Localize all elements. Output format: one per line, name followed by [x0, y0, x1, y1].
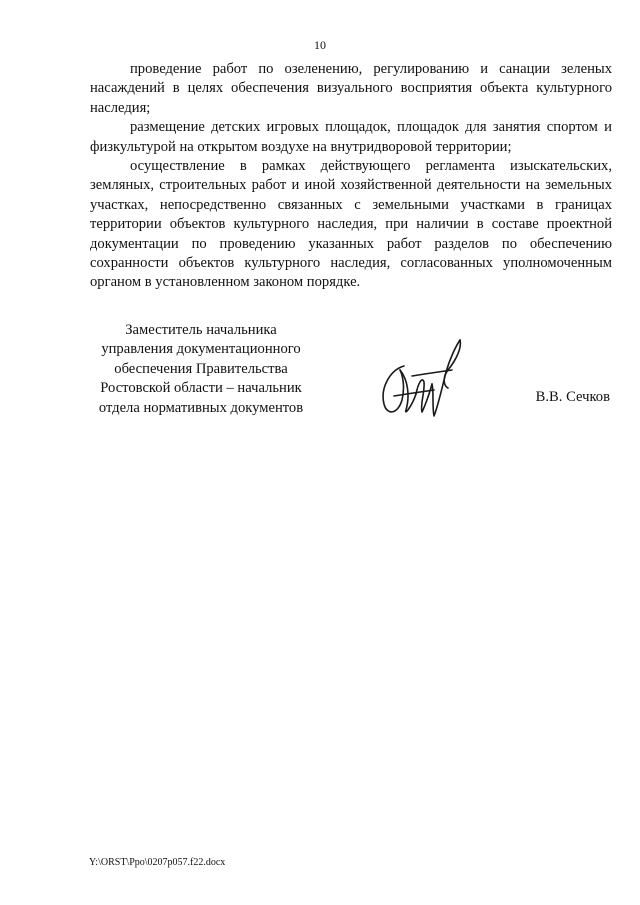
signatory-name: В.В. Сечков: [535, 389, 610, 405]
paragraph-landscaping: проведение работ по озеленению, регулированию и санации зеленых насаждений в целях обеспечения визуального восприятия объекта культурного наследия;: [90, 61, 612, 116]
signatory-title: [85, 321, 317, 418]
signatory-title-line: управления документационного: [101, 341, 301, 358]
signatory-title-line: обеспечения Правительства: [114, 360, 288, 377]
paragraph-playgrounds: размещение детских игровых площадок, площадок для занятия спортом и физкультурой на открытом воздухе на внутридворовой территории;: [90, 119, 612, 155]
file-path: Y:\ORST\Ppo\0207p057.f22.docx: [89, 857, 226, 868]
document-body: [90, 60, 612, 293]
signatory-title-line: Ростовской области – начальник: [100, 380, 302, 397]
signatory-title-line: Заместитель начальника: [125, 322, 277, 338]
handwritten-signature: [372, 336, 472, 422]
signatory-title-line: отдела нормативных документов: [98, 399, 304, 416]
page-number: 10: [314, 38, 326, 52]
paragraph-earthworks: осуществление в рамках действующего регламента изыскательских, земляных, строительных работ и иной хозяйственной деятельности на земельных участках, непосредственно связанных с земельными участками в границах территории объектов культурного наследия, при наличии в составе проектной документации по проведению указанных работ разделов по обеспечению сохранности объектов культурного наследия, согласованных уполномоченным органом в установленном законом порядке.: [90, 158, 612, 291]
